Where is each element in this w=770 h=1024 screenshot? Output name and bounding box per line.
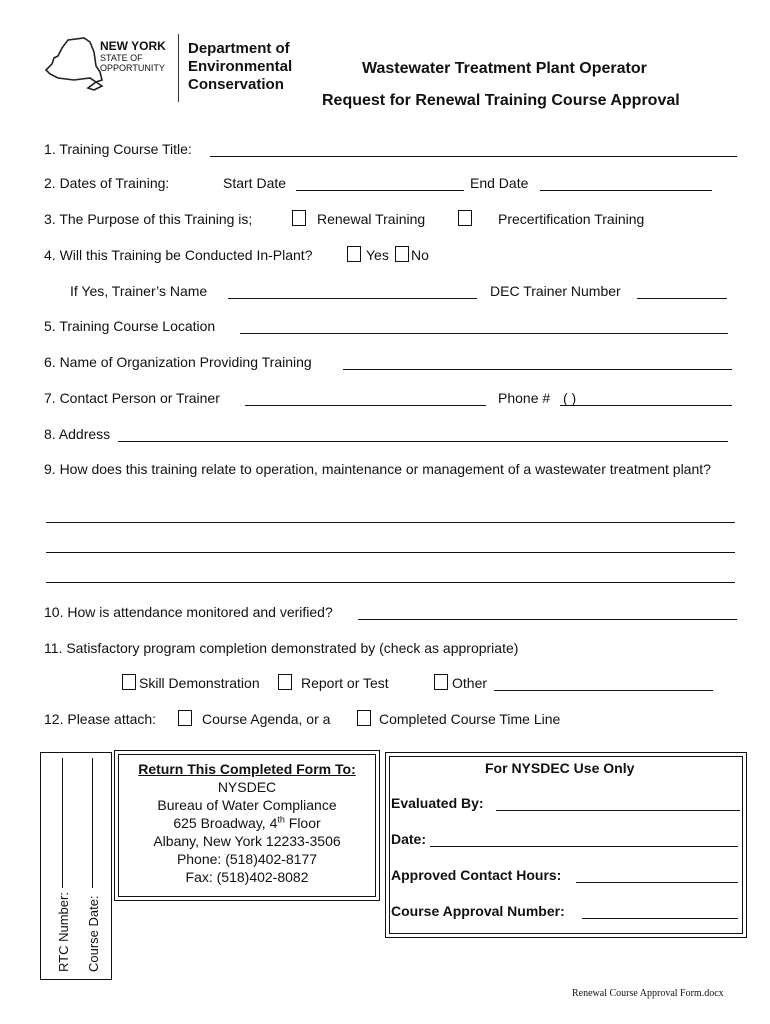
contact-person-line[interactable] — [245, 405, 486, 406]
evaluated-by-label: Evaluated By: — [391, 795, 484, 811]
return-org: NYSDEC — [217, 779, 277, 795]
return-address-block — [118, 760, 376, 886]
trainer-name-line[interactable] — [228, 298, 477, 299]
precertification-checkbox[interactable] — [458, 210, 472, 226]
q9-answer-line-3[interactable] — [46, 582, 735, 583]
report-or-test-label: Report or Test — [301, 675, 389, 691]
in-plant-yes-label: Yes — [366, 247, 389, 263]
course-time-line-checkbox[interactable] — [357, 710, 371, 726]
course-time-line-label: Completed Course Time Line — [379, 711, 561, 727]
q5-label: 5. Training Course Location — [44, 318, 216, 334]
q1-input-line[interactable] — [210, 156, 737, 157]
report-or-test-checkbox[interactable] — [278, 674, 292, 690]
form-subtitle: Request for Renewal Training Course Approval — [322, 92, 680, 109]
dept-line2: Environmental — [188, 58, 293, 75]
renewal-training-label: Renewal Training — [317, 211, 426, 227]
q12-label: 12. Please attach: — [44, 711, 157, 727]
phone-area-code: ( ) — [563, 390, 577, 406]
return-phone: Phone: (518)402-8177 — [176, 851, 318, 867]
rtc-number-label: RTC Number: — [56, 892, 71, 972]
q9-answer-line-1[interactable] — [46, 522, 735, 523]
new-york-state-outline-icon — [44, 36, 104, 92]
evaluated-by-line[interactable] — [496, 810, 740, 811]
logo-divider — [178, 34, 179, 102]
skill-demonstration-label: Skill Demonstration — [139, 675, 260, 691]
start-date-line[interactable] — [296, 190, 464, 191]
return-heading: Return This Completed Form To: — [138, 761, 356, 777]
q8-label: 8. Address — [44, 426, 111, 442]
return-fax: Fax: (518)402-8082 — [185, 869, 309, 885]
q4-label: 4. Will this Training be Conducted In-Plant? — [44, 247, 313, 263]
in-plant-no-checkbox[interactable] — [395, 246, 409, 262]
dept-line3: Conservation — [188, 76, 284, 93]
course-date-line[interactable] — [92, 758, 93, 888]
renewal-training-checkbox[interactable] — [292, 210, 306, 226]
dept-line1: Department of — [188, 40, 290, 57]
in-plant-yes-checkbox[interactable] — [347, 246, 361, 262]
q9-label: 9. How does this training relate to operation, maintenance or management of a wastewater treatment plant? — [44, 461, 711, 477]
q1-label: 1. Training Course Title: — [44, 141, 192, 157]
contact-hours-line[interactable] — [576, 882, 738, 883]
other-label: Other — [452, 675, 488, 691]
q7-label: 7. Contact Person or Trainer — [44, 390, 220, 406]
return-street: 625 Broadway, 4th Floor — [173, 814, 321, 831]
other-line[interactable] — [494, 690, 713, 691]
other-checkbox[interactable] — [434, 674, 448, 690]
logo-line3: OPPORTUNITY — [100, 63, 165, 73]
dec-trainer-number-label: DEC Trainer Number — [490, 283, 621, 299]
q9-answer-line-2[interactable] — [46, 552, 735, 553]
dec-trainer-number-line[interactable] — [637, 298, 727, 299]
precertification-label: Precertification Training — [498, 211, 645, 227]
q2-label: 2. Dates of Training: — [44, 175, 170, 191]
address-line[interactable] — [118, 441, 728, 442]
approval-number-label: Course Approval Number: — [391, 903, 565, 919]
q2-start-label: Start Date — [223, 175, 287, 191]
skill-demonstration-checkbox[interactable] — [122, 674, 136, 690]
q3-label: 3. The Purpose of this Training is; — [44, 211, 253, 227]
office-date-label: Date: — [391, 831, 427, 847]
rtc-number-line[interactable] — [62, 758, 63, 888]
approval-number-line[interactable] — [582, 918, 738, 919]
office-date-line[interactable] — [430, 846, 738, 847]
phone-line[interactable] — [560, 405, 732, 406]
course-location-line[interactable] — [240, 333, 728, 334]
course-agenda-label: Course Agenda, or a — [202, 711, 331, 727]
end-date-line[interactable] — [540, 190, 712, 191]
logo-line1: NEW YORK — [100, 39, 166, 53]
course-agenda-checkbox[interactable] — [178, 710, 192, 726]
q2-end-label: End Date — [470, 175, 529, 191]
office-use-heading: For NYSDEC Use Only — [485, 760, 635, 776]
footer-filename: Renewal Course Approval Form.docx — [572, 988, 724, 999]
q10-label: 10. How is attendance monitored and verified? — [44, 604, 333, 620]
q11-label: 11. Satisfactory program completion demonstrated by (check as appropriate) — [44, 640, 519, 656]
logo-line2: STATE OF — [100, 53, 143, 63]
trainer-name-label: If Yes, Trainer’s Name — [70, 283, 208, 299]
return-city: Albany, New York 12233-3506 — [153, 833, 341, 849]
return-bureau: Bureau of Water Compliance — [157, 797, 337, 813]
phone-label: Phone # — [498, 390, 551, 406]
attendance-line[interactable] — [358, 619, 737, 620]
q6-label: 6. Name of Organization Providing Training — [44, 354, 312, 370]
course-date-label: Course Date: — [86, 895, 101, 972]
form-title: Wastewater Treatment Plant Operator — [362, 60, 647, 77]
organization-line[interactable] — [343, 369, 732, 370]
contact-hours-label: Approved Contact Hours: — [391, 867, 562, 883]
in-plant-no-label: No — [411, 247, 429, 263]
